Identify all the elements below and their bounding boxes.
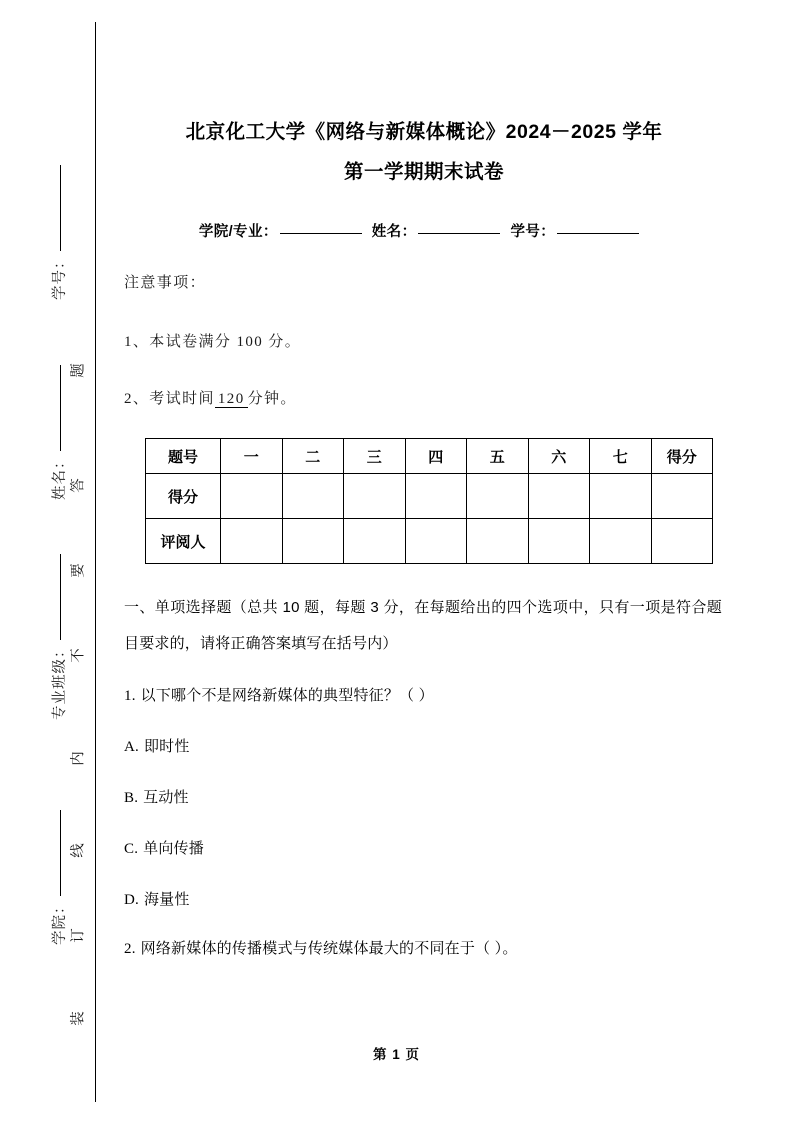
page-title-line1: 北京化工大学《网络与新媒体概论》2024－2025 学年	[185, 121, 663, 143]
seal-char-xian: 线	[70, 843, 87, 858]
question-1-option-a[interactable]	[124, 735, 724, 756]
field-college-major	[199, 224, 372, 240]
seal-char-ti: 题	[70, 363, 87, 378]
binding-vertical-rule	[95, 22, 96, 1102]
binding-blank-class	[60, 555, 61, 641]
table-row-grader	[146, 519, 713, 564]
score-cell-7[interactable]	[590, 474, 652, 519]
binding-label-college	[48, 642, 69, 945]
question-1-option-d-text: 海量性	[143, 891, 190, 908]
question-1-option-d[interactable]	[124, 888, 724, 909]
grader-cell-7[interactable]	[590, 519, 652, 564]
score-cell-6[interactable]	[528, 474, 590, 519]
field-name-label: 姓名：	[371, 224, 417, 240]
grader-cell-5[interactable]	[467, 519, 529, 564]
binding-blank-college	[60, 811, 61, 897]
field-name	[372, 224, 511, 240]
score-cell-5[interactable]	[467, 474, 529, 519]
question-1-text: 以下哪个不是网络新媒体的典型特征？（ ）	[140, 687, 434, 704]
question-1-option-d-key: D.	[124, 892, 139, 908]
score-table-header-label: 题号	[146, 439, 221, 474]
table-row-score	[146, 474, 713, 519]
binding-label-name-text: 姓名：	[52, 453, 68, 500]
score-table-col-7: 七	[590, 439, 652, 474]
grader-cell-6[interactable]	[528, 519, 590, 564]
question-1-option-c-key: C.	[124, 841, 139, 857]
binding-margin	[0, 0, 96, 1122]
score-cell-4[interactable]	[405, 474, 467, 519]
student-info-line	[124, 220, 724, 241]
field-college-major-label: 学院/专业：	[198, 224, 278, 240]
score-table	[145, 438, 713, 564]
field-name-blank[interactable]	[418, 233, 500, 234]
notice-item-1: 1、本试卷满分 100 分。	[124, 334, 302, 350]
score-table-col-4: 四	[405, 439, 467, 474]
question-1	[124, 684, 724, 705]
seal-char-zhuang: 装	[70, 1011, 87, 1026]
grader-cell-1[interactable]	[221, 519, 283, 564]
question-1-option-a-text: 即时性	[143, 738, 190, 755]
question-1-option-c[interactable]	[124, 837, 724, 858]
section-heading-multiple-choice: 一、单项选择题（总共 10 题，每题 3 分，在每题给出的四个选项中，只有一项是符合题目要求的，请将正确答案填写在括号内）	[124, 599, 722, 652]
score-table-row-label-grader: 评阅人	[146, 519, 221, 564]
paper-content	[124, 0, 724, 958]
binding-label-college-text: 学院：	[52, 898, 68, 945]
score-table-col-5: 五	[467, 439, 529, 474]
grader-cell-total[interactable]	[651, 519, 713, 564]
field-student-id-label: 学号：	[510, 224, 556, 240]
question-2-text: 网络新媒体的传播模式与传统媒体最大的不同在于（ ）。	[140, 940, 518, 957]
notices-heading: 注意事项：	[124, 275, 207, 291]
page-title-line2: 第一学期期末试卷	[343, 161, 504, 183]
score-cell-1[interactable]	[221, 474, 283, 519]
seal-char-bu: 不	[70, 648, 87, 663]
score-table-col-1: 一	[221, 439, 283, 474]
question-1-option-b-text: 互动性	[143, 789, 189, 806]
score-table-row-label-score: 得分	[146, 474, 221, 519]
question-2-number: 2.	[124, 941, 136, 957]
grader-cell-2[interactable]	[282, 519, 344, 564]
field-student-id	[510, 224, 649, 240]
binding-label-student-id-text: 学号：	[52, 253, 68, 300]
score-cell-total[interactable]	[651, 474, 713, 519]
seal-char-ding: 订	[70, 928, 87, 943]
page-title	[124, 112, 724, 192]
seal-char-yao: 要	[70, 563, 87, 578]
score-table-col-3: 三	[344, 439, 406, 474]
score-table-col-2: 二	[282, 439, 344, 474]
score-cell-3[interactable]	[344, 474, 406, 519]
grader-cell-3[interactable]	[344, 519, 406, 564]
question-1-option-c-text: 单向传播	[143, 840, 204, 857]
notice-item-2	[124, 387, 724, 408]
notice-exam-duration: 120	[215, 391, 248, 408]
question-1-number: 1.	[124, 688, 136, 704]
binding-label-class-text: 专业班级：	[52, 642, 68, 720]
field-student-id-blank[interactable]	[557, 233, 639, 234]
score-table-col-6: 六	[528, 439, 590, 474]
page-footer: 第 1 页	[372, 1047, 420, 1062]
notice-item-2-suffix: 分钟。	[247, 391, 297, 407]
notice-item-2-prefix: 2、考试时间	[124, 391, 215, 407]
score-table-col-total: 得分	[651, 439, 713, 474]
seal-char-da: 答	[70, 478, 87, 493]
grader-cell-4[interactable]	[405, 519, 467, 564]
seal-char-nei: 内	[70, 751, 87, 766]
score-cell-2[interactable]	[282, 474, 344, 519]
question-1-option-b-key: B.	[124, 790, 139, 806]
question-2	[124, 937, 724, 958]
question-1-option-b[interactable]	[124, 786, 724, 807]
table-row-header	[146, 439, 713, 474]
question-1-option-a-key: A.	[124, 739, 139, 755]
field-college-major-blank[interactable]	[280, 233, 362, 234]
